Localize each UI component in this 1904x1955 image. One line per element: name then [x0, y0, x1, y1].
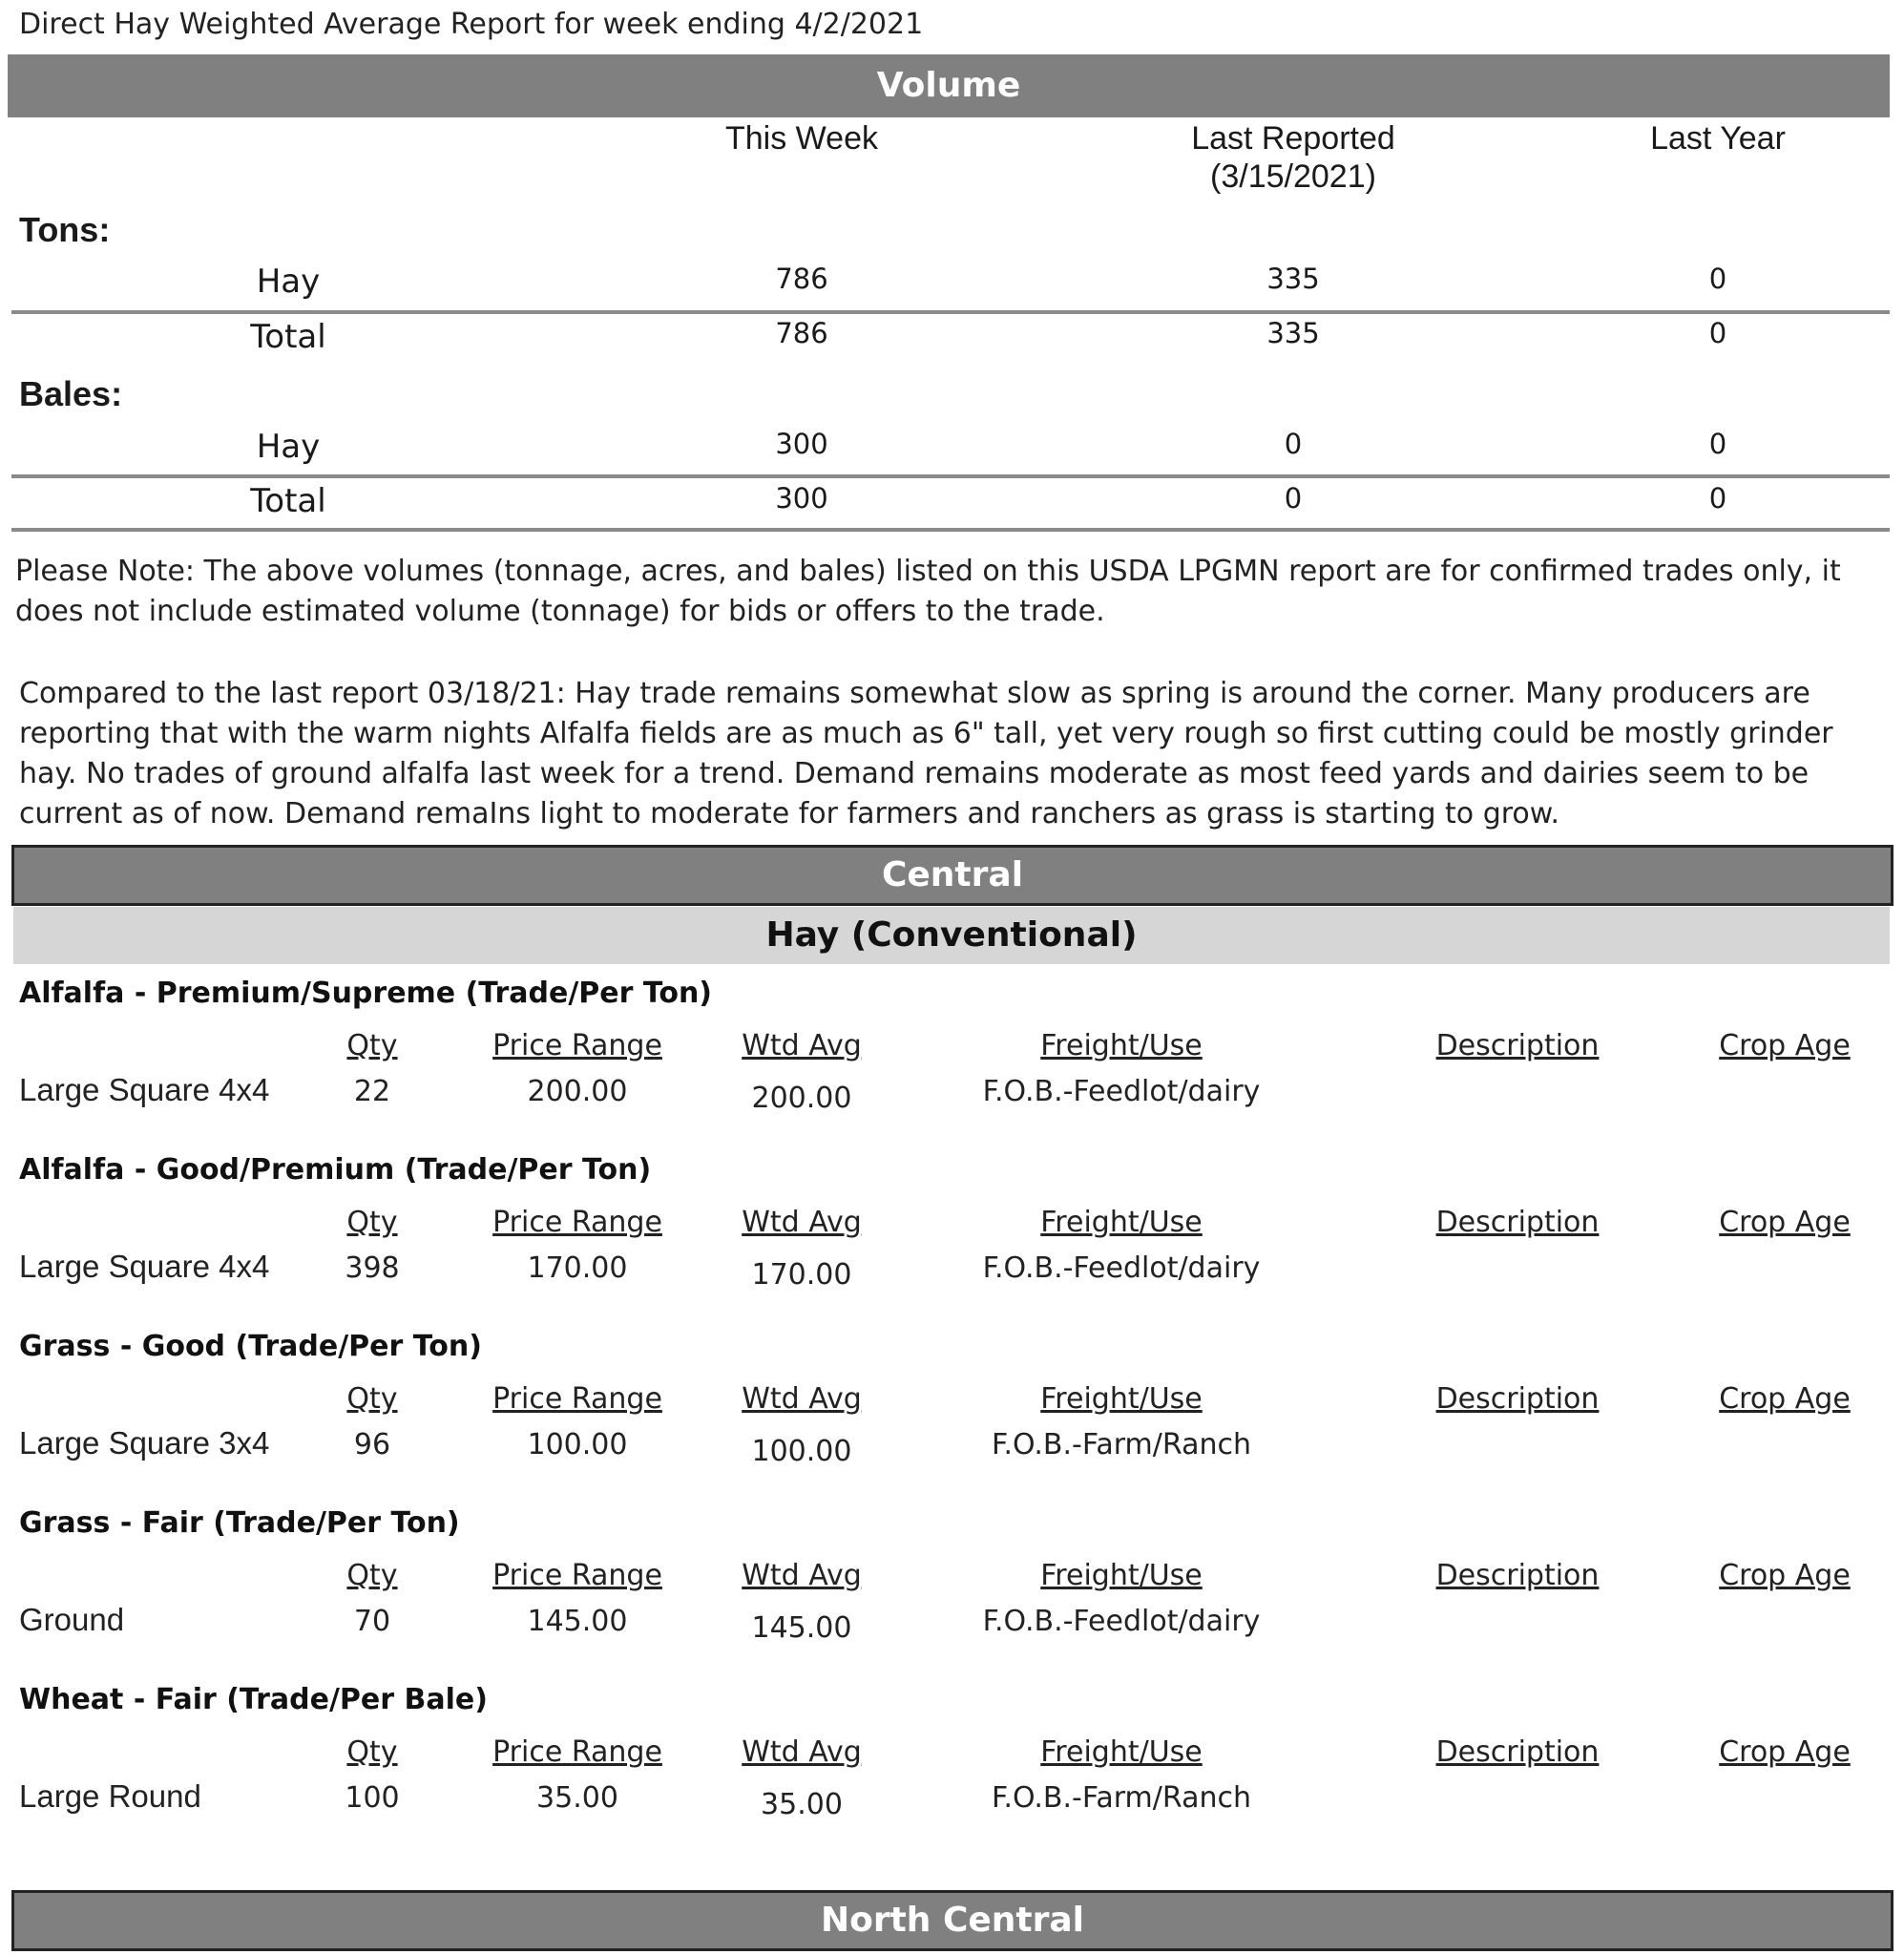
bales-hay-label: Hay — [256, 428, 321, 466]
col-header-crop-age: Crop Age — [1719, 1206, 1851, 1239]
grade-title: Alfalfa - Premium/Supreme (Trade/Per Ton) — [19, 977, 713, 1010]
col-header-price-range: Price Range — [492, 1206, 662, 1239]
col-header-freight: Freight/Use — [1040, 1735, 1203, 1769]
price-range-value: 100.00 — [527, 1428, 628, 1461]
col-last-reported: Last Reported — [1191, 120, 1395, 157]
wtd-avg-value: 100.00 — [751, 1435, 852, 1468]
col-header-description: Description — [1435, 1029, 1600, 1062]
tons-hay-last-year: 0 — [1708, 263, 1727, 295]
price-range-value: 200.00 — [527, 1075, 628, 1108]
qty-value: 100 — [345, 1781, 400, 1815]
col-header-qty: Qty — [346, 1559, 398, 1592]
bales-hay-last-reported: 0 — [1284, 428, 1303, 460]
tons-hay-this-week: 786 — [775, 263, 828, 295]
wtd-avg-value: 170.00 — [751, 1258, 852, 1292]
bales-divider — [11, 474, 1890, 478]
col-header-price-range: Price Range — [492, 1559, 662, 1592]
volume-bottom-rule — [11, 528, 1890, 532]
col-header-price-range: Price Range — [492, 1029, 662, 1062]
tons-total-last-reported: 335 — [1266, 317, 1320, 349]
volume-header: Volume — [8, 54, 1890, 117]
bales-hay-last-year: 0 — [1708, 428, 1727, 460]
tons-divider — [11, 310, 1890, 314]
col-header-price-range: Price Range — [492, 1382, 662, 1416]
col-header-crop-age: Crop Age — [1719, 1382, 1851, 1416]
tons-label: Tons: — [19, 210, 111, 249]
price-range-value: 145.00 — [527, 1605, 628, 1638]
package-label: Ground — [19, 1602, 125, 1637]
col-header-description: Description — [1435, 1382, 1600, 1416]
bales-total-last-reported: 0 — [1284, 482, 1303, 515]
grade-title: Grass - Good (Trade/Per Ton) — [19, 1330, 482, 1363]
wtd-avg-value: 145.00 — [751, 1611, 852, 1645]
freight-use-value: F.O.B.-Feedlot/dairy — [982, 1251, 1261, 1285]
col-header-wtd-avg: Wtd Avg — [742, 1206, 862, 1239]
col-header-freight: Freight/Use — [1040, 1559, 1203, 1592]
qty-value: 70 — [353, 1605, 391, 1638]
col-header-description: Description — [1435, 1735, 1600, 1769]
col-header-qty: Qty — [346, 1029, 398, 1062]
col-header-freight: Freight/Use — [1040, 1206, 1203, 1239]
col-header-qty: Qty — [346, 1206, 398, 1239]
col-header-freight: Freight/Use — [1040, 1382, 1203, 1416]
bales-total-last-year: 0 — [1708, 482, 1727, 515]
price-range-value: 35.00 — [536, 1781, 618, 1815]
price-range-value: 170.00 — [527, 1251, 628, 1285]
col-this-week: This Week — [725, 120, 878, 157]
col-header-qty: Qty — [346, 1735, 398, 1769]
freight-use-value: F.O.B.-Farm/Ranch — [992, 1781, 1251, 1815]
tons-total-this-week: 786 — [775, 317, 828, 349]
col-header-description: Description — [1435, 1559, 1600, 1592]
hay-conventional-header: Hay (Conventional) — [13, 907, 1890, 964]
package-label: Large Square 4x4 — [19, 1249, 270, 1284]
col-header-description: Description — [1435, 1206, 1600, 1239]
report-title: Direct Hay Weighted Average Report for week ending 4/2/2021 — [19, 8, 924, 41]
freight-use-value: F.O.B.-Feedlot/dairy — [982, 1605, 1261, 1638]
col-header-wtd-avg: Wtd Avg — [742, 1382, 862, 1416]
grade-title: Wheat - Fair (Trade/Per Bale) — [19, 1683, 488, 1716]
bales-hay-this-week: 300 — [775, 428, 828, 460]
tons-hay-label: Hay — [256, 263, 321, 301]
wtd-avg-value: 200.00 — [751, 1082, 852, 1115]
col-header-wtd-avg: Wtd Avg — [742, 1559, 862, 1592]
grade-title: Alfalfa - Good/Premium (Trade/Per Ton) — [19, 1153, 652, 1187]
region-north-central-header: North Central — [11, 1890, 1894, 1951]
freight-use-value: F.O.B.-Farm/Ranch — [992, 1428, 1251, 1461]
package-label: Large Round — [19, 1778, 201, 1814]
market-commentary: Compared to the last report 03/18/21: Hay trade remains somewhat slow as spring is around the corner. Many producers are reporting that with the warm nights Alfalfa fields are as much as 6" tall, yet very rough so first cutting could be mostly grinder hay. No trades of ground alfalfa last week for a trend. Demand remains moderate as most feed yards and dairies seem to be current as of now. Demand remaIns light to moderate for farmers and ranchers as grass is starting to grow. — [19, 677, 1833, 830]
col-header-qty: Qty — [346, 1382, 398, 1416]
tons-hay-last-reported: 335 — [1266, 263, 1320, 295]
qty-value: 22 — [353, 1075, 391, 1108]
region-central-header: Central — [11, 845, 1894, 906]
col-header-crop-age: Crop Age — [1719, 1735, 1851, 1769]
wtd-avg-value: 35.00 — [761, 1788, 843, 1821]
col-header-wtd-avg: Wtd Avg — [742, 1029, 862, 1062]
col-header-crop-age: Crop Age — [1719, 1559, 1851, 1592]
col-header-crop-age: Crop Age — [1719, 1029, 1851, 1062]
volume-note: Please Note: The above volumes (tonnage, acres, and bales) listed on this USDA LPGMN report are for confirmed trades only, it does not include estimated volume (tonnage) for bids or offers to the trade. — [15, 555, 1841, 628]
col-header-freight: Freight/Use — [1040, 1029, 1203, 1062]
col-last-reported-date: (3/15/2021) — [1210, 158, 1376, 195]
bales-total-this-week: 300 — [775, 482, 828, 515]
bales-total-label: Total — [250, 482, 326, 520]
tons-total-last-year: 0 — [1708, 317, 1727, 349]
tons-total-label: Total — [250, 318, 326, 356]
qty-value: 398 — [345, 1251, 400, 1285]
package-label: Large Square 3x4 — [19, 1425, 270, 1461]
qty-value: 96 — [353, 1428, 391, 1461]
col-header-wtd-avg: Wtd Avg — [742, 1735, 862, 1769]
package-label: Large Square 4x4 — [19, 1072, 270, 1107]
col-last-year: Last Year — [1650, 120, 1786, 157]
freight-use-value: F.O.B.-Feedlot/dairy — [982, 1075, 1261, 1108]
grade-title: Grass - Fair (Trade/Per Ton) — [19, 1506, 460, 1540]
bales-label: Bales: — [19, 374, 123, 413]
col-header-price-range: Price Range — [492, 1735, 662, 1769]
